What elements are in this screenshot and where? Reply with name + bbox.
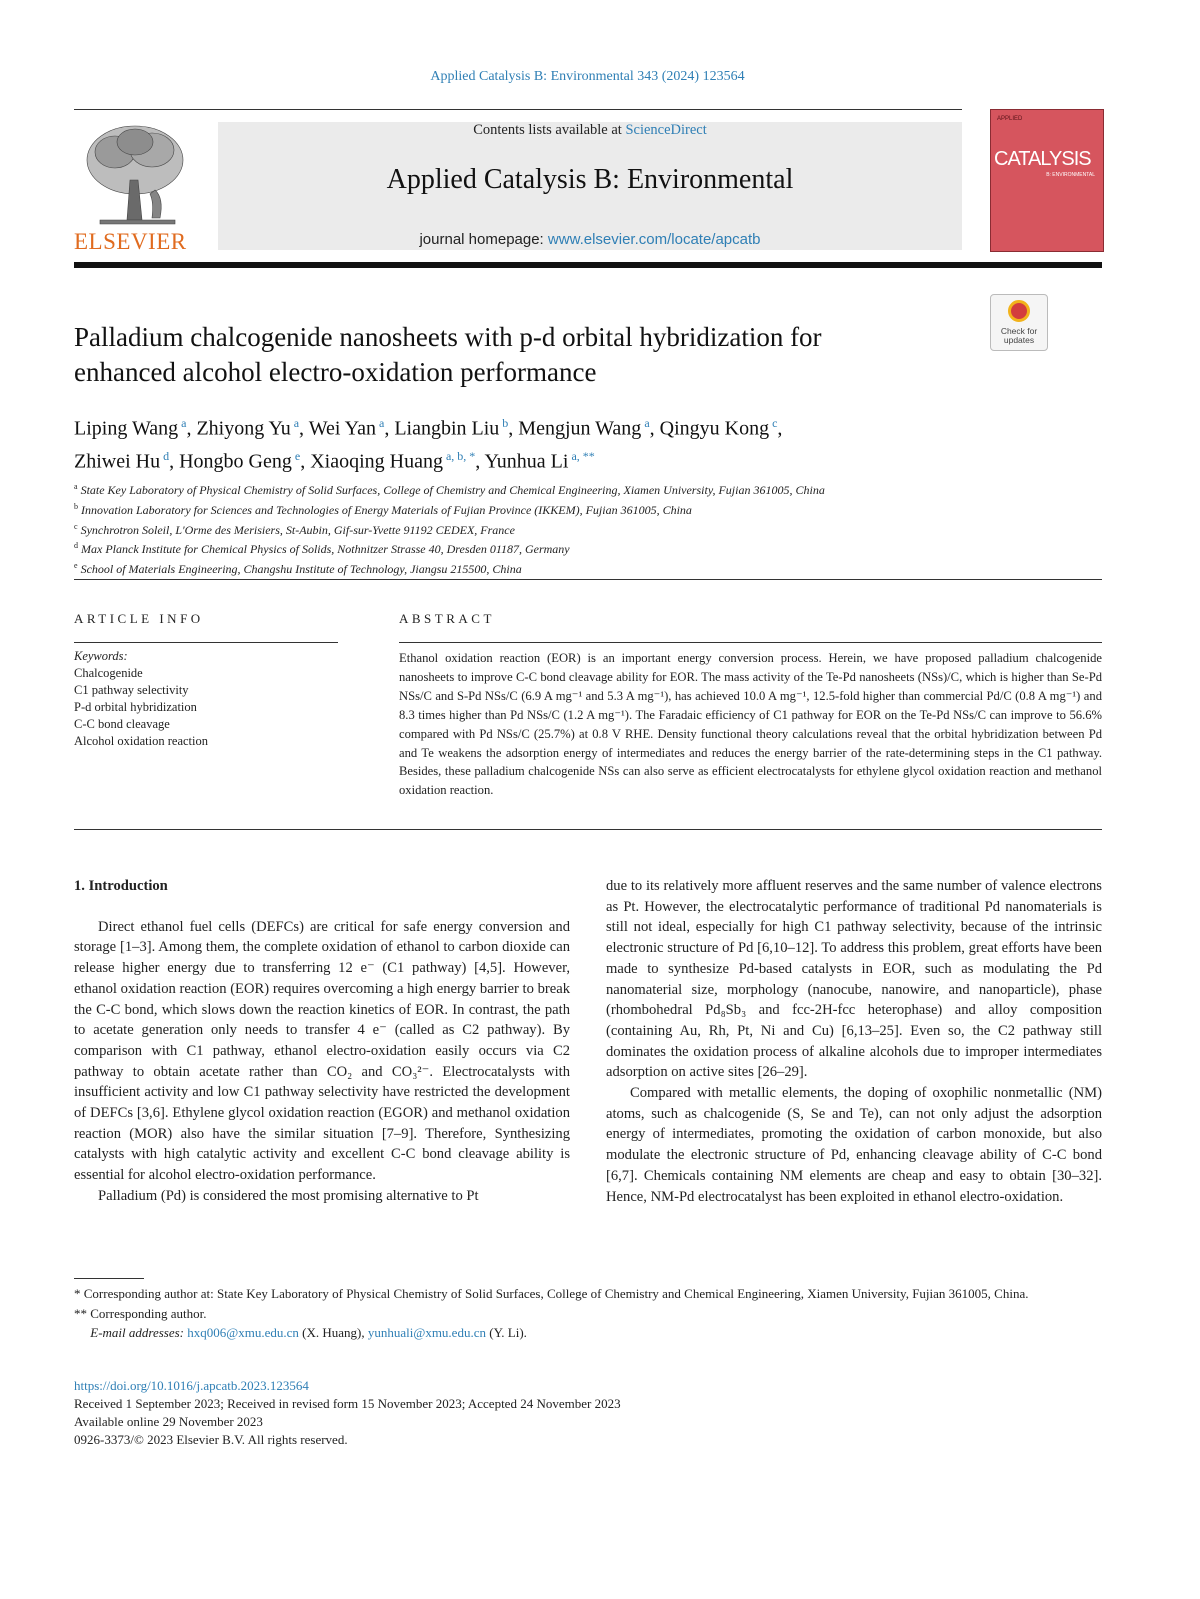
author-affiliation-marker[interactable]: a [178, 416, 187, 430]
article-info-divider [74, 642, 338, 643]
corresponding-author-note: * Corresponding author at: State Key Laboratory of Physical Chemistry of Solid Surfaces, College of Chemistry and Chemical Engineering, Xiamen University, Fujian 361005, China. [74, 1286, 1029, 1301]
author-name[interactable]: Mengjun Wang [518, 417, 642, 440]
author-affiliation-marker[interactable]: d [160, 448, 170, 463]
body-paragraph: Direct ethanol fuel cells (DEFCs) are critical for safe energy conversion and storage [1–3]. Among them, the complete oxidation of ethanol to carbon dioxide can release higher energy due to transferring 12 e⁻ (C1 pathway) [4,5]. However, ethanol oxidation reaction (EOR) requires overcoming a high energy barrier to break the C-C bond, which slows down the reaction kinetics of EOR. In contrast, the path to acetate generation only needs to transfer 4 e⁻ (called as C2 pathway). By comparison with C1 pathway, ethanol electro-oxidation easily occurs via C2 pathway to obtain acetate rather than CO₂ and CO₃²⁻. Electrocatalysts with insufficient activity and low C1 pathway selectivity have restricted the development of DEFCs [3,6]. Ethylene glycol oxidation reaction (EGOR) and methanol oxidation reaction (MOR) also have the similar situation [7–9]. Therefore, Synthesizing catalysts with high catalytic activity and excellent C-C bond cleavage ability is essential for alcohol electro-oxidation performance. [74, 918, 570, 1184]
author-name[interactable]: Zhiyong Yu [196, 417, 291, 440]
affiliation-text: Max Planck Institute for Chemical Physics of Solids, Nothnitzer Strasse 40, Dresden 01187, Germany [78, 542, 570, 557]
author-name[interactable]: Hongbo Geng [179, 450, 292, 473]
author-name[interactable]: Wei Yan [308, 417, 376, 440]
keyword-item: C-C bond cleavage [74, 717, 170, 731]
author-separator: , [299, 417, 309, 440]
affiliation-text: Innovation Laboratory for Sciences and Technologies of Energy Materials of Fujian Province (IKKEM), Fujian 361005, China [78, 502, 692, 517]
author-affiliation-marker[interactable]: e [291, 448, 301, 463]
affiliation-key: e [74, 561, 78, 571]
abstract-heading: ABSTRACT [399, 611, 495, 626]
body-paragraph: due to its relatively more affluent reserves and the same number of valence electrons as Pt. However, the electrocatalytic performance of traditional Pd nanomaterials is still not ideal, especially for high C1 pathway selectivity, because of the intrinsic electronic structure of Pd [6,10–12]. To address this problem, great efforts have been made to synthesize Pd-based catalysts in EOR, such as modulating the Pd nanomaterial size, morphology (nanocube, nanowire, and nanoparticle), phase (rhombohedral Pd₈Sb₃ and fcc-2H-fcc heterophase) and alloy composition (containing Au, Rh, Pt, Ni and Cu) [6,13–25]. Even so, the C2 pathway still dominates the oxidation process of alkaline alcohols due to improper intermediates adsorption on active sites [26–29]. [606, 878, 1102, 1081]
title-line-2: enhanced alcohol electro-oxidation performance [74, 357, 597, 387]
publisher-wordmark: ELSEVIER [74, 229, 187, 254]
affiliation-item [74, 558, 1102, 578]
check-updates-icon [1008, 300, 1030, 322]
homepage-prefix: journal homepage: [419, 231, 548, 248]
author-separator: , [169, 450, 180, 473]
keywords-block [74, 648, 338, 750]
section-heading: 1. Introduction [74, 878, 168, 894]
author-separator: , [384, 417, 395, 440]
footnote-divider [74, 1278, 144, 1279]
email-label: E-mail addresses: [90, 1325, 185, 1340]
keyword-item: Chalcogenide [74, 666, 143, 680]
author-line-1 [74, 410, 1102, 443]
check-updates-label: Check for updates [1000, 326, 1038, 345]
check-for-updates-button[interactable] [990, 294, 1048, 351]
available-online: Available online 29 November 2023 [74, 1414, 263, 1429]
affiliation-key: a [74, 482, 78, 491]
abstract-end-divider [74, 829, 1102, 830]
body-column-left [74, 876, 570, 1207]
contents-line [218, 122, 962, 139]
author-name[interactable]: Liping Wang [74, 417, 179, 440]
author-name[interactable]: Yunhua Li [484, 450, 569, 473]
author-separator: , [777, 417, 783, 440]
journal-homepage-link[interactable]: www.elsevier.com/locate/apcatb [547, 231, 761, 248]
received-dates: Received 1 September 2023; Received in revised form 15 November 2023; Accepted 24 November 2023 [74, 1396, 621, 1411]
doi-link[interactable]: https://doi.org/10.1016/j.apcatb.2023.123564 [74, 1378, 309, 1393]
masthead-divider [74, 262, 1102, 268]
affiliation-key: b [74, 501, 78, 511]
homepage-line [218, 231, 962, 248]
affiliation-item [74, 479, 1102, 499]
affiliation-text: State Key Laboratory of Physical Chemistry of Solid Surfaces, College of Chemistry and Chemical Engineering, Xiamen University, Fujian 361005, China [77, 483, 825, 497]
author-affiliation-marker[interactable]: a, ** [568, 448, 595, 463]
body-column-right [606, 876, 1102, 1207]
author-separator: , [186, 417, 197, 440]
author-affiliation-marker[interactable]: a [641, 416, 650, 430]
journal-cover-image[interactable] [990, 109, 1104, 252]
author-name[interactable]: Xiaoqing Huang [310, 450, 443, 473]
corresponding-author-note-2: ** Corresponding author. [74, 1305, 207, 1321]
article-title [74, 320, 954, 390]
email-link-huang[interactable]: hxq006@xmu.edu.cn [187, 1325, 299, 1340]
email-link-li[interactable]: yunhuali@xmu.edu.cn [367, 1325, 486, 1340]
body-paragraph: Compared with metallic elements, the doping of oxophilic nonmetallic (NM) atoms, such as chalcogenide (S, Se and Te), can not only adjust the adsorption energy of intermediates, promoting the oxidation of carbon monoxide, but also modulate the electronic structure of Pd, enhancing cleavage ability of C-C bond [6,7]. Chemicals containing NM elements are cheap and easy to obtain [30–32]. Hence, NM-Pd electrocatalyst has been exploited in ethanol electro-oxidation. [606, 1085, 1102, 1205]
affiliation-key: d [74, 541, 78, 551]
author-line-2 [74, 443, 1102, 476]
top-divider [74, 109, 962, 110]
email-owner-huang: (X. Huang), [298, 1325, 368, 1340]
affiliation-item [74, 499, 1102, 519]
email-owner-li: (Y. Li). [485, 1325, 527, 1340]
affiliation-text: School of Materials Engineering, Changshu Institute of Technology, Jiangsu 215500, China [77, 562, 522, 577]
author-affiliation-marker[interactable]: b [499, 416, 509, 430]
sciencedirect-link[interactable]: ScienceDirect [625, 122, 707, 138]
article-info-heading: ARTICLE INFO [74, 611, 204, 626]
title-line-1: Palladium chalcogenide nanosheets with p-d orbital hybridization for [74, 322, 822, 352]
keyword-item: Alcohol oxidation reaction [74, 734, 208, 748]
affiliation-key: c [74, 521, 78, 531]
cover-top-text: APPLIED [997, 116, 1023, 122]
journal-name: Applied Catalysis B: Environmental [386, 164, 794, 195]
affiliation-item [74, 538, 1102, 558]
author-name[interactable]: Qingyu Kong [659, 417, 770, 440]
author-affiliation-marker[interactable]: c [769, 416, 778, 430]
keyword-item: C1 pathway selectivity [74, 683, 189, 697]
author-list [74, 410, 1102, 475]
keywords-label: Keywords: [74, 649, 128, 663]
elsevier-logo[interactable] [74, 120, 192, 255]
affiliation-divider [74, 579, 1102, 580]
journal-citation-link[interactable]: Applied Catalysis B: Environmental 343 (2024) 123564 [430, 69, 745, 84]
author-separator: , [475, 450, 485, 473]
journal-masthead [218, 122, 962, 250]
author-affiliation-marker[interactable]: a, b, * [442, 448, 476, 463]
author-name[interactable]: Zhiwei Hu [74, 450, 161, 473]
cover-title: CATALYSIS [994, 148, 1091, 170]
author-affiliation-marker[interactable]: a [290, 416, 300, 430]
body-paragraph: Palladium (Pd) is considered the most promising alternative to Pt [98, 1187, 479, 1204]
contents-prefix: Contents lists available at [473, 122, 626, 138]
author-name[interactable]: Liangbin Liu [394, 417, 500, 440]
affiliation-list [74, 479, 1102, 578]
author-separator: , [300, 450, 311, 473]
author-separator: , [649, 417, 660, 440]
affiliation-item [74, 519, 1102, 539]
publication-info [74, 1377, 1102, 1449]
copyright-line: 0926-3373/© 2023 Elsevier B.V. All rights reserved. [74, 1432, 348, 1447]
cover-subtitle: B: ENVIRONMENTAL [1046, 172, 1095, 178]
elsevier-tree-icon [80, 120, 190, 228]
keyword-item: P-d orbital hybridization [74, 700, 197, 714]
email-line [74, 1323, 1102, 1343]
affiliation-text: Synchrotron Soleil, L'Orme des Merisiers, St-Aubin, Gif-sur-Yvette 91192 CEDEX, France [77, 522, 515, 537]
abstract-text: Ethanol oxidation reaction (EOR) is an important energy conversion process. Herein, we have proposed palladium chalcogenide nanosheets to improve C-C bond cleavage ability for EOR. The mass activity of the Te-Pd nanosheets (NSs)/C, which is higher than Se-Pd NSs/C and S-Pd NSs/C (6.9 A mg⁻¹ and 5.3 A mg⁻¹), has achieved 10.0 A mg⁻¹, 12.5-fold higher than commercial Pd/C (0.8 A mg⁻¹) and 8.3 times higher than Pd NSs/C (1.2 A mg⁻¹). The Faradaic efficiency of C1 pathway for EOR on the Te-Pd NSs/C can improve to 56.6% compared with Pd NSs/C (25.7%) at 0.8 V RHE. Density functional theory calculations reveal that the orbital hybridization between Pd and Te weakens the adsorption energy of intermediates and reduces the energy barrier of the rate-determining steps in the C1 pathway. Besides, these palladium chalcogenide NSs can also serve as efficient electrocatalysts for ethylene glycol oxidation reaction and methanol oxidation reaction. [399, 651, 1102, 798]
abstract-divider [399, 642, 1102, 643]
author-separator: , [508, 417, 519, 440]
author-affiliation-marker[interactable]: a [375, 416, 385, 430]
footnotes [74, 1284, 1102, 1343]
